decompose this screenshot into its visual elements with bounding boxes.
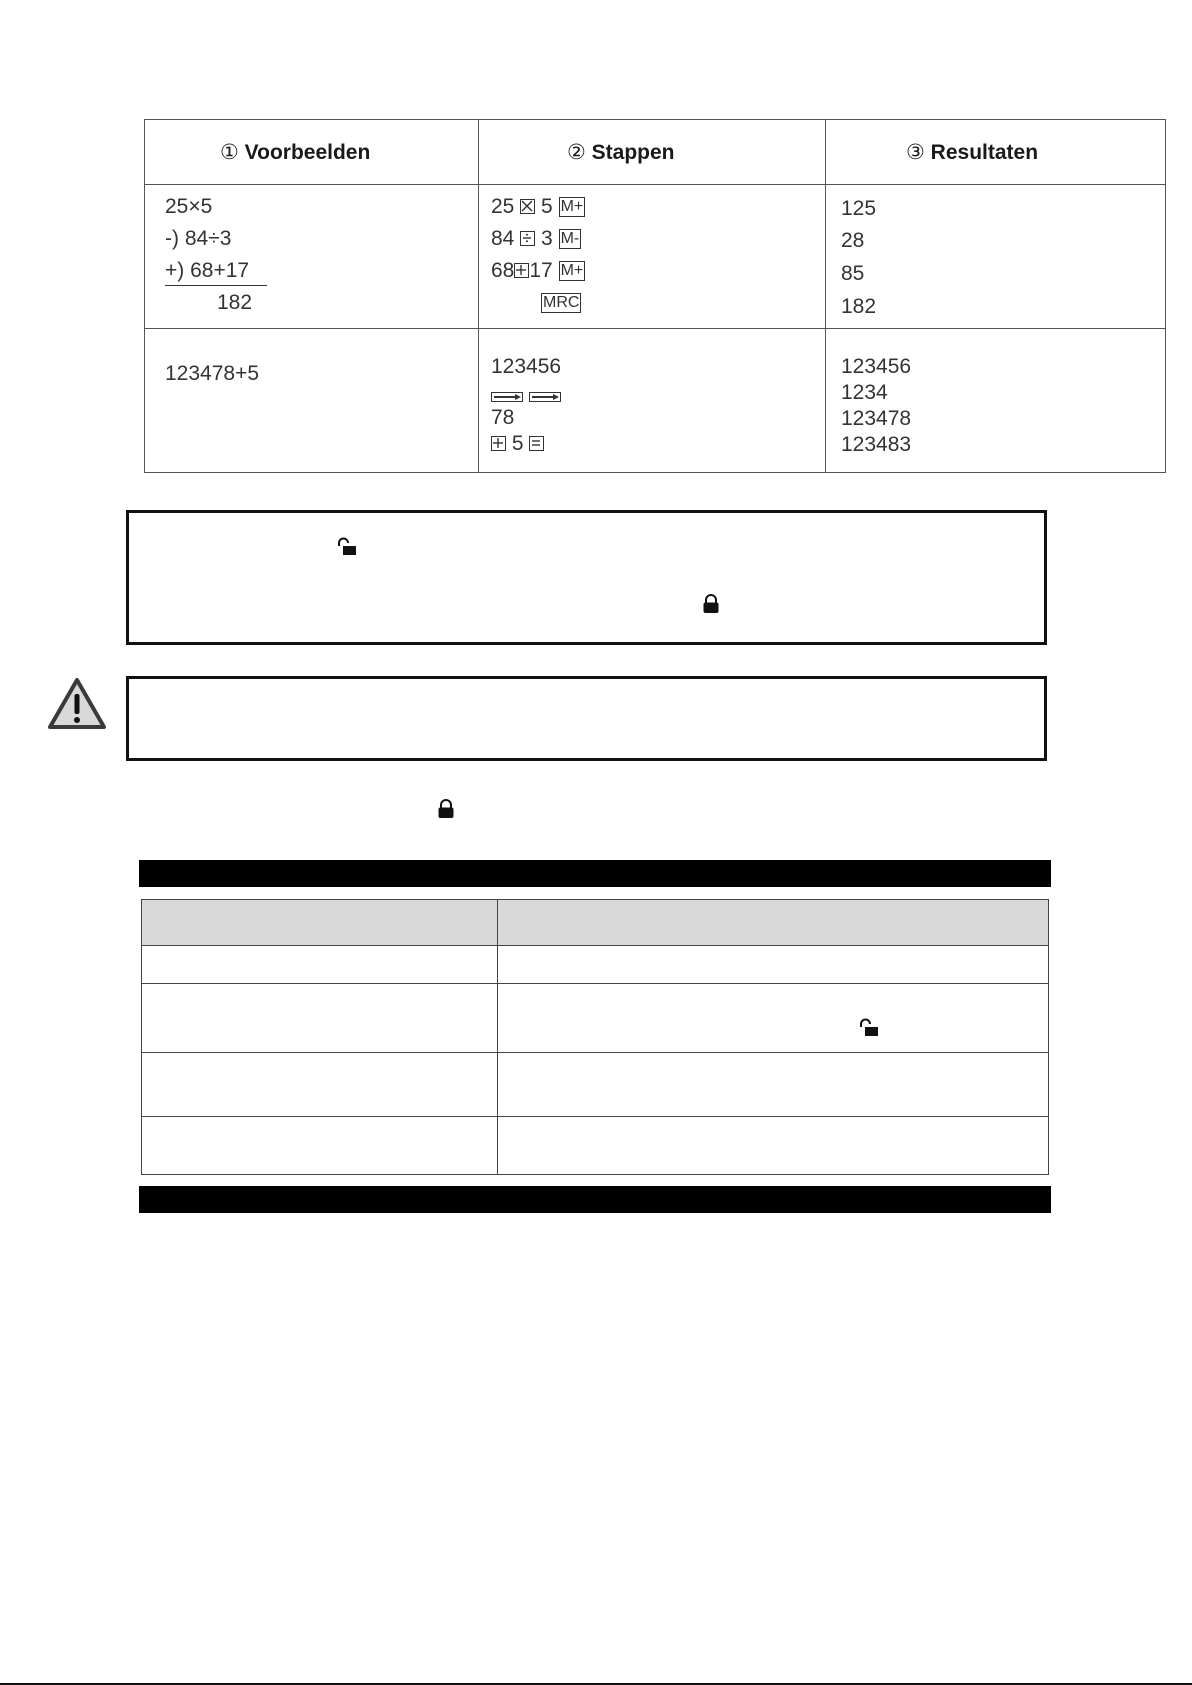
- memory-key: M+: [560, 198, 584, 215]
- memory-recall-key: MRC: [543, 294, 580, 311]
- multiply-key-icon: [520, 199, 535, 214]
- header-stappen: [479, 120, 826, 185]
- header-number: ②: [567, 140, 586, 164]
- spec-row: [142, 1117, 1049, 1175]
- warning-triangle-icon: [47, 676, 107, 732]
- header-label: Stappen: [591, 140, 675, 164]
- spec-cell: [142, 1053, 498, 1117]
- step-line: [491, 432, 544, 456]
- header-number: ③: [906, 140, 925, 164]
- spec-table-header: [142, 900, 1049, 946]
- examples-cell: [145, 185, 479, 329]
- example-line: +) 68+17: [165, 259, 267, 286]
- step-number: 3: [541, 227, 553, 250]
- spec-row: [142, 1053, 1049, 1117]
- plus-key-icon: [491, 436, 506, 451]
- result-line: 28: [841, 229, 865, 252]
- examples-row-memory: [145, 185, 1166, 329]
- spec-row: [142, 946, 1049, 984]
- backspace-key-icon: [491, 392, 523, 402]
- step-line: [491, 259, 585, 283]
- step-line: 123456: [491, 355, 562, 378]
- unlock-icon: [337, 537, 359, 557]
- spec-cell: [498, 984, 1049, 1053]
- spec-header-cell: [498, 900, 1049, 946]
- example-line: 25×5: [165, 195, 213, 218]
- memory-key: M-: [560, 230, 580, 247]
- step-line: [491, 227, 581, 251]
- result-line: 182: [841, 295, 877, 318]
- examples-table: [144, 119, 1166, 473]
- warning-box: [126, 676, 1047, 761]
- results-cell: [826, 185, 1166, 329]
- result-line: 123478: [841, 407, 912, 430]
- lock-icon: [702, 594, 720, 614]
- spec-cell: [498, 1117, 1049, 1175]
- examples-row-backspace: [145, 329, 1166, 473]
- backspace-key-icon: [529, 392, 561, 402]
- steps-cell: [479, 185, 826, 329]
- step-number: 25: [491, 195, 515, 218]
- memory-key: M+: [560, 262, 584, 279]
- step-number: 5: [511, 432, 524, 455]
- header-number: ①: [220, 140, 239, 164]
- unlock-icon: [859, 1018, 881, 1038]
- result-line: 125: [841, 197, 877, 220]
- results-cell: [826, 329, 1166, 473]
- spec-cell: [498, 1053, 1049, 1117]
- spec-header-cell: [142, 900, 498, 946]
- spec-cell: [142, 1117, 498, 1175]
- header-resultaten: [826, 120, 1166, 185]
- result-line: 1234: [841, 381, 888, 404]
- result-line: 85: [841, 262, 865, 285]
- spec-cell: [142, 946, 498, 984]
- example-total: 182: [217, 291, 253, 314]
- plus-key-icon: [514, 263, 529, 278]
- step-number: 84: [491, 227, 515, 250]
- examples-table-header: [145, 120, 1166, 185]
- lock-icon: [437, 799, 455, 819]
- spec-cell: [498, 946, 1049, 984]
- divide-key-icon: [520, 231, 535, 246]
- step-number: 68: [491, 259, 515, 282]
- step-line: [491, 195, 585, 219]
- step-number: 17: [529, 259, 553, 282]
- example-line: 123478+5: [165, 362, 260, 385]
- header-label: Voorbeelden: [244, 140, 371, 164]
- result-line: 123483: [841, 433, 912, 456]
- steps-cell: [479, 329, 826, 473]
- example-line: -) 84÷3: [165, 227, 232, 250]
- section-header-bar: [139, 860, 1051, 887]
- section-footer-bar: [139, 1186, 1051, 1213]
- spec-cell: [142, 984, 498, 1053]
- spec-table: [141, 899, 1049, 1175]
- step-line: 78: [491, 406, 515, 429]
- step-number: 5: [541, 195, 553, 218]
- result-line: 123456: [841, 355, 912, 378]
- lock-notice-box: [126, 510, 1047, 645]
- header-voorbeelden: [145, 120, 479, 185]
- equals-key-icon: [529, 436, 544, 451]
- step-line: [541, 291, 581, 315]
- spec-row: [142, 984, 1049, 1053]
- header-label: Resultaten: [930, 140, 1039, 164]
- examples-cell: [145, 329, 479, 473]
